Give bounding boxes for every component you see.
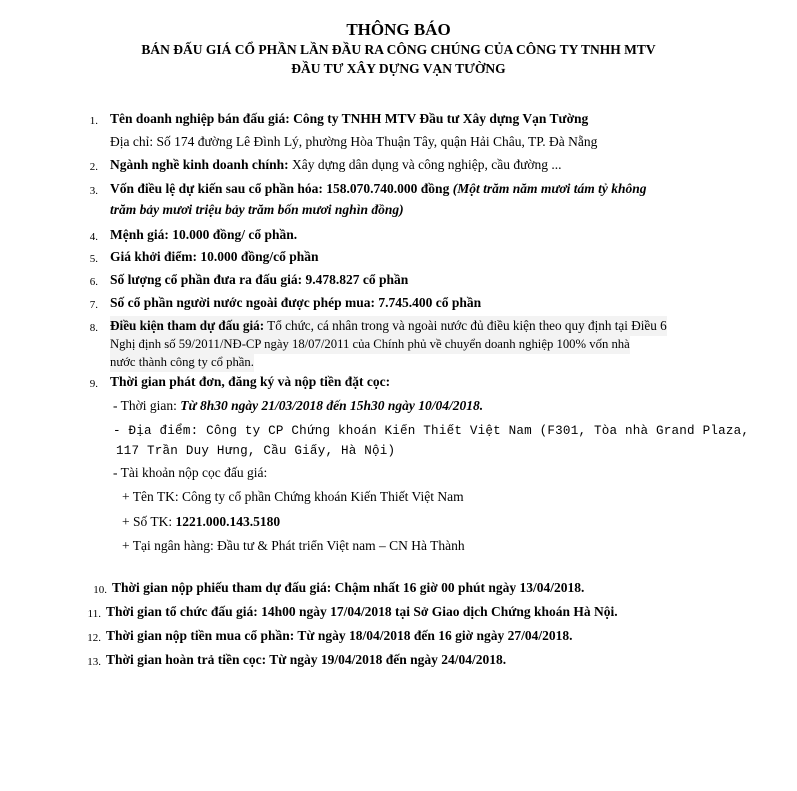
- item-4-label: Mệnh giá:: [110, 227, 169, 242]
- item-number-7: 7.: [89, 299, 98, 311]
- subtitle-line-2: ĐẦU TƯ XÂY DỰNG VẠN TƯỜNG: [291, 61, 506, 76]
- item-3-label: Vốn điều lệ dự kiến sau cổ phần hóa:: [110, 181, 323, 196]
- item-number-12: 12.: [87, 632, 101, 644]
- item-number-11: 11.: [87, 608, 101, 620]
- item-1-value: Công ty TNHH MTV Đầu tư Xây dựng Vạn Tường: [293, 111, 589, 126]
- item-11-line: [106, 602, 618, 622]
- item-8-line-3: nước thành công ty cổ phần.: [110, 352, 254, 372]
- subtitle-line-1: BÁN ĐẤU GIÁ CỔ PHẦN LẦN ĐẦU RA CÔNG CHÚNG CỦA CÔNG TY TNHH MTV: [141, 42, 656, 57]
- item-number-10: 10.: [93, 584, 107, 596]
- item-5-line: [110, 247, 319, 267]
- item-8-line-1: [110, 316, 667, 336]
- item-9-place-line-2: 117 Trần Duy Hưng, Cầu Giấy, Hà Nội): [116, 444, 396, 458]
- item-number-6: 6.: [89, 276, 98, 288]
- item-10-label: Thời gian nộp phiếu tham dự đấu giá:: [112, 580, 332, 595]
- item-9-account-label: - Tài khoản nộp cọc đấu giá:: [113, 465, 268, 480]
- item-9-place-line-1: - Địa điểm: Công ty CP Chứng khoán Kiến Thiết Việt Nam (F301, Tòa nhà Grand Plaza,: [113, 424, 750, 438]
- item-6-label: Số lượng cổ phần đưa ra đấu giá:: [110, 272, 303, 287]
- item-number-13: 13.: [87, 656, 101, 668]
- item-number-2: 2.: [89, 161, 98, 173]
- item-7-line: [110, 293, 481, 313]
- item-11-value: 14h00 ngày 17/04/2018 tại Sở Giao dịch Chứng khoán Hà Nội.: [261, 604, 618, 619]
- item-8-line-2: Nghị định số 59/2011/NĐ-CP ngày 18/07/2011 của Chính phủ về chuyển doanh nghiệp 100% vốn nhà: [110, 334, 630, 354]
- item-9-account-number-label: + Số TK:: [122, 514, 173, 529]
- item-3-words-2: trăm bảy mươi triệu bảy trăm bốn mươi nghìn đồng): [110, 202, 404, 217]
- item-4-value: 10.000 đồng/ cổ phần.: [172, 227, 298, 242]
- item-12-label: Thời gian nộp tiền mua cổ phần:: [106, 628, 295, 643]
- item-10-value: Chậm nhất 16 giờ 00 phút ngày 13/04/2018.: [334, 580, 585, 595]
- item-number-8: 8.: [89, 322, 98, 334]
- item-number-9: 9.: [89, 378, 98, 390]
- item-9-bank: + Tại ngân hàng: Đầu tư & Phát triển Việt nam – CN Hà Thành: [122, 538, 465, 553]
- item-7-value: 7.745.400 cổ phần: [378, 295, 482, 310]
- item-4-line: [110, 225, 297, 245]
- item-9-account-number: 1221.000.143.5180: [175, 514, 281, 529]
- item-13-line: [106, 650, 506, 670]
- item-2-value: Xây dựng dân dụng và công nghiệp, cầu đường ...: [291, 157, 562, 172]
- item-3-words-1: (Một trăm năm mươi tám tỷ không: [452, 181, 647, 196]
- item-9-time-label: - Thời gian:: [113, 398, 177, 413]
- item-10-line: [112, 578, 584, 598]
- item-13-value: Từ ngày 19/04/2018 đến ngày 24/04/2018.: [269, 652, 507, 667]
- item-9-time-value: Từ 8h30 ngày 21/03/2018 đến 15h30 ngày 10/04/2018.: [180, 398, 484, 413]
- item-9-account-number-line: [122, 512, 280, 532]
- page-title: THÔNG BÁO: [346, 20, 451, 39]
- item-13-label: Thời gian hoàn trả tiền cọc:: [106, 652, 267, 667]
- item-9-time-line: [113, 396, 483, 416]
- item-11-label: Thời gian tổ chức đấu giá:: [106, 604, 258, 619]
- item-1-address: Địa chỉ: Số 174 đường Lê Đình Lý, phường Hòa Thuận Tây, quận Hải Châu, TP. Đà Nẵng: [110, 134, 598, 149]
- item-number-5: 5.: [89, 253, 98, 265]
- item-12-line: [106, 626, 573, 646]
- item-2-line: [110, 155, 562, 175]
- item-6-value: 9.478.827 cổ phần: [305, 272, 409, 287]
- item-number-3: 3.: [89, 185, 98, 197]
- item-3-value: 158.070.740.000 đồng: [326, 181, 450, 196]
- item-5-value: 10.000 đồng/cổ phần: [200, 249, 319, 264]
- item-number-1: 1.: [89, 115, 98, 127]
- item-8-text-1: Tổ chức, cá nhân trong và ngoài nước đủ điều kiện theo quy định tại Điều 6: [267, 318, 667, 333]
- item-7-label: Số cổ phần người nước ngoài được phép mua:: [110, 295, 376, 310]
- item-1-label: Tên doanh nghiệp bán đấu giá:: [110, 111, 290, 126]
- item-5-label: Giá khởi điểm:: [110, 249, 197, 264]
- item-9-account-name: + Tên TK: Công ty cổ phần Chứng khoán Kiến Thiết Việt Nam: [122, 489, 464, 504]
- item-12-value: Từ ngày 18/04/2018 đến 16 giờ ngày 27/04/2018.: [297, 628, 573, 643]
- item-8-label: Điều kiện tham dự đấu giá:: [110, 318, 265, 333]
- item-1-line: [110, 109, 588, 129]
- item-9-label: Thời gian phát đơn, đăng ký và nộp tiền đặt cọc:: [110, 374, 391, 389]
- item-2-label: Ngành nghề kinh doanh chính:: [110, 157, 289, 172]
- item-3-line: [110, 179, 647, 199]
- item-number-4: 4.: [89, 231, 98, 243]
- item-6-line: [110, 270, 408, 290]
